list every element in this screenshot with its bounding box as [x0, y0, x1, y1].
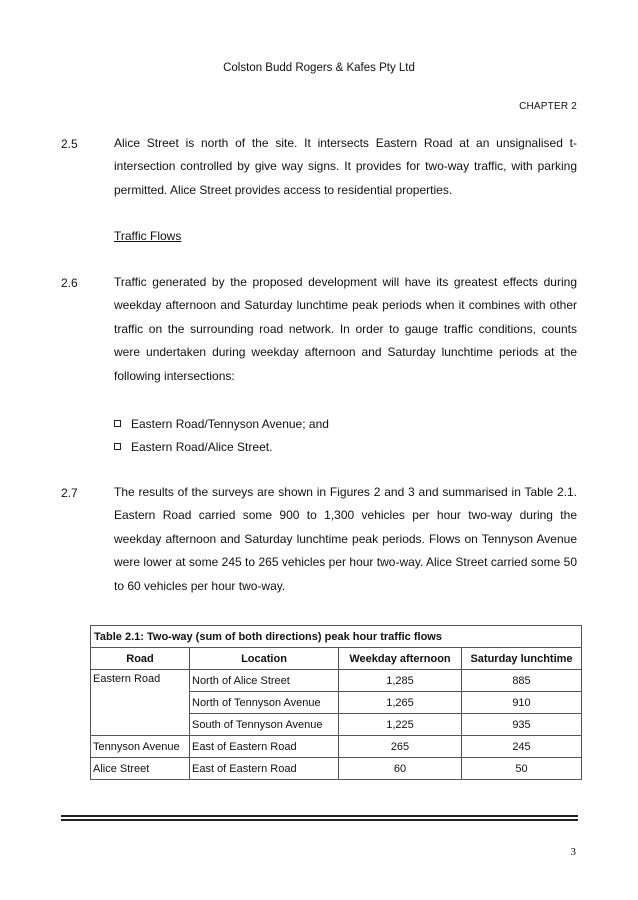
- location-cell: North of Alice Street: [190, 670, 339, 692]
- weekday-cell: 1,225: [339, 714, 462, 736]
- weekday-cell: 265: [339, 736, 462, 758]
- column-header: Saturday lunchtime: [462, 648, 582, 670]
- location-cell: East of Eastern Road: [190, 758, 339, 780]
- traffic-flows-table: [90, 625, 582, 780]
- list-item-text: Eastern Road/Alice Street.: [131, 440, 273, 454]
- saturday-cell: 50: [462, 758, 582, 780]
- weekday-cell: 60: [339, 758, 462, 780]
- location-cell: North of Tennyson Avenue: [190, 692, 339, 714]
- table-caption: Table 2.1: Two-way (sum of both directions) peak hour traffic flows: [91, 626, 582, 648]
- paragraph-text: Alice Street is north of the site. It intersects Eastern Road at an unsignalised t-intersection controlled by give way signs. It provides for two-way traffic, with parking permitted. Alice Street provides access to residential properties.: [114, 136, 577, 197]
- weekday-cell: 1,265: [339, 692, 462, 714]
- table-row: [91, 736, 582, 758]
- weekday-cell: 1,285: [339, 670, 462, 692]
- paragraph-number: 2.7: [61, 486, 78, 500]
- saturday-cell: 245: [462, 736, 582, 758]
- paragraph-number: 2.6: [61, 276, 78, 290]
- column-header: Location: [190, 648, 339, 670]
- road-cell: Eastern Road: [91, 670, 190, 736]
- location-cell: East of Eastern Road: [190, 736, 339, 758]
- page-number: 3: [570, 846, 576, 858]
- paragraph-number: 2.5: [61, 137, 78, 151]
- section-heading: Traffic Flows: [114, 229, 182, 243]
- saturday-cell: 935: [462, 714, 582, 736]
- list-item-text: Eastern Road/Tennyson Avenue; and: [131, 417, 329, 431]
- column-header: Road: [91, 648, 190, 670]
- saturday-cell: 885: [462, 670, 582, 692]
- road-cell: Alice Street: [91, 758, 190, 780]
- list-item: [114, 440, 272, 454]
- paragraph-text: The results of the surveys are shown in Figures 2 and 3 and summarised in Table 2.1. Eastern Road carried some 900 to 1,300 vehicles per hour two-way during the weekday afternoon and Saturday lunchtime peak periods. Flows on Tennyson Avenue were lower at some 245 to 265 vehicles per hour two-way. Alice Street carried some 50 to 60 vehicles per hour two-way.: [114, 485, 577, 593]
- column-header: Weekday afternoon: [339, 648, 462, 670]
- saturday-cell: 910: [462, 692, 582, 714]
- footer-divider: [61, 815, 578, 817]
- table-row: [91, 758, 582, 780]
- footer-divider: [61, 819, 578, 821]
- chapter-label: CHAPTER 2: [519, 101, 577, 112]
- road-cell: Tennyson Avenue: [91, 736, 190, 758]
- header-company: Colston Budd Rogers & Kafes Pty Ltd: [223, 62, 415, 74]
- table-row: [91, 670, 582, 692]
- square-bullet-icon: [114, 443, 121, 450]
- paragraph-text: Traffic generated by the proposed development will have its greatest effects during weekday afternoon and Saturday lunchtime peak periods when it combines with other traffic on the surrounding road network. In order to gauge traffic conditions, counts were undertaken during weekday afternoon and Saturday lunchtime periods at the following intersections:: [114, 275, 577, 383]
- location-cell: South of Tennyson Avenue: [190, 714, 339, 736]
- list-item: [114, 417, 329, 431]
- square-bullet-icon: [114, 420, 121, 427]
